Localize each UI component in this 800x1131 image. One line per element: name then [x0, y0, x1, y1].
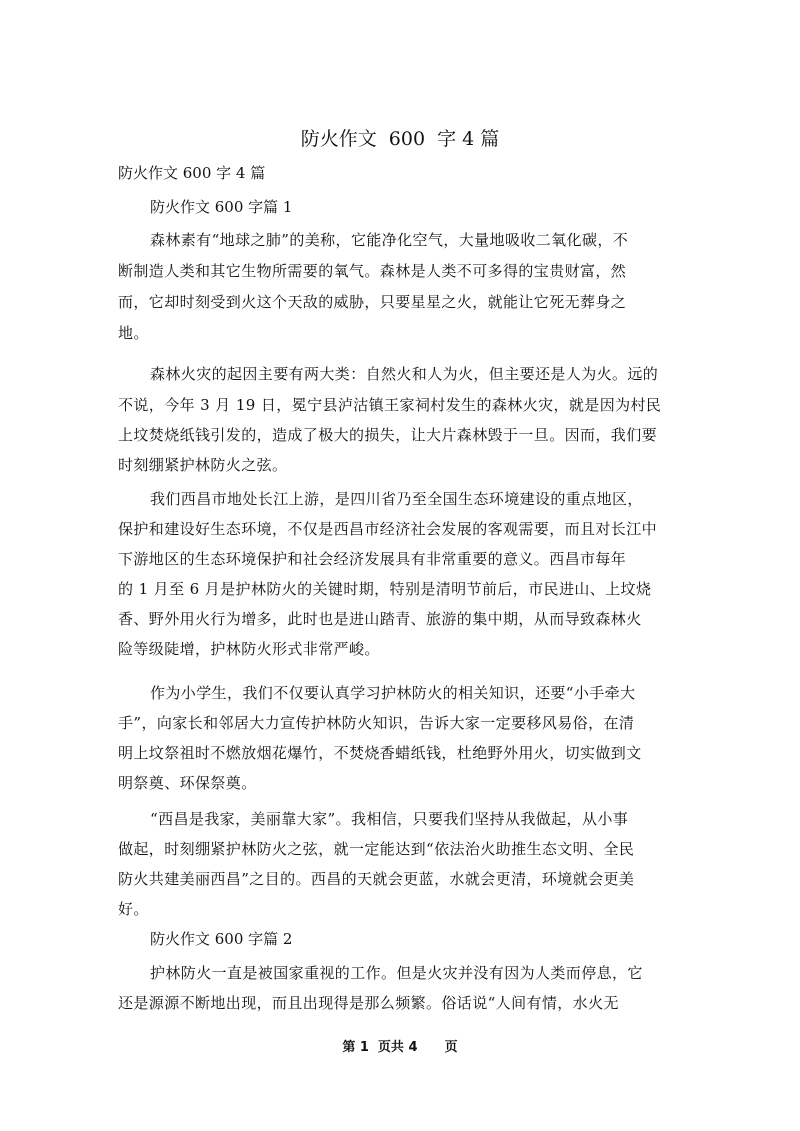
section-heading-2: 防火作文 600 字篇 2	[150, 930, 293, 948]
text-line: 作为小学生，我们不仅要认真学习护林防火的相关知识，还要“小手牵大	[150, 684, 636, 702]
text-line: 我们西昌市地处长江上游，是四川省乃至全国生态环境建设的重点地区，	[150, 490, 643, 508]
text-line: 下游地区的生态环境保护和社会经济发展具有非常重要的意义。西昌市每年	[118, 550, 627, 568]
text-line: 而，它却时刻受到火这个天敌的威胁，只要星星之火，就能让它死无葬身之	[118, 293, 627, 311]
text-line: 手”，向家长和邻居大力宣传护林防火知识，告诉大家一定要移风易俗，在清	[118, 714, 635, 732]
section-heading-1: 防火作文 600 字篇 1	[150, 198, 293, 216]
text-line: 时刻绷紧护林防火之弦。	[118, 456, 288, 474]
text-line: 做起，时刻绷紧护林防火之弦，就一定能达到“依法治火助推生态文明、全民	[118, 840, 635, 858]
text-line: 断制造人类和其它生物所需要的氧气。森林是人类不可多得的宝贵财富，然	[118, 262, 627, 280]
text-line: 不说，今年 3 月 19 日，冕宁县泸沽镇王家祠村发生的森林火灾，就是因为村民	[118, 396, 662, 414]
document-subtitle: 防火作文 600 字 4 篇	[118, 164, 266, 182]
text-line: 险等级陡增，护林防火形式非常严峻。	[118, 640, 380, 658]
page-number-footer: 第 1 页共 4 页	[342, 1040, 458, 1055]
text-line: 护林防火一直是被国家重视的工作。但是火灾并没有因为人类而停息，它	[150, 964, 643, 982]
text-line: 森林火灾的起因主要有两大类：自然火和人为火，但主要还是人为火。远的	[150, 365, 659, 383]
text-line: 上坟焚烧纸钱引发的，造成了极大的损失，让大片森林毁于一旦。因而，我们要	[118, 426, 658, 444]
text-line: 明上坟祭祖时不燃放烟花爆竹，不焚烧香蜡纸钱，杜绝野外用火，切实做到文	[118, 744, 642, 762]
page-title: 防火作文 600 字 4 篇	[300, 128, 500, 150]
text-line: 香、野外用火行为增多，此时也是进山踏青、旅游的集中期，从而导致森林火	[118, 610, 642, 628]
text-line: 明祭奠、环保祭奠。	[118, 774, 257, 792]
text-line: 好。	[118, 900, 149, 918]
text-line: 保护和建设好生态环境，不仅是西昌市经济社会发展的客观需要，而且对长江中	[118, 520, 658, 538]
text-line: 还是源源不断地出现，而且出现得是那么频繁。俗话说“人间有情，水火无	[118, 994, 619, 1012]
text-line: 地。	[118, 324, 149, 342]
text-line: “西昌是我家，美丽靠大家”。我相信，只要我们坚持从我做起，从小事	[150, 810, 629, 828]
text-line: 森林素有“地球之肺”的美称，它能净化空气，大量地吸收二氧化碳，不	[150, 231, 629, 249]
text-line: 的 1 月至 6 月是护林防火的关键时期，特别是清明节前后，市民进山、上坟烧	[118, 580, 652, 598]
text-line: 防火共建美丽西昌”之目的。西昌的天就会更蓝，水就会更清，环境就会更美	[118, 870, 635, 888]
